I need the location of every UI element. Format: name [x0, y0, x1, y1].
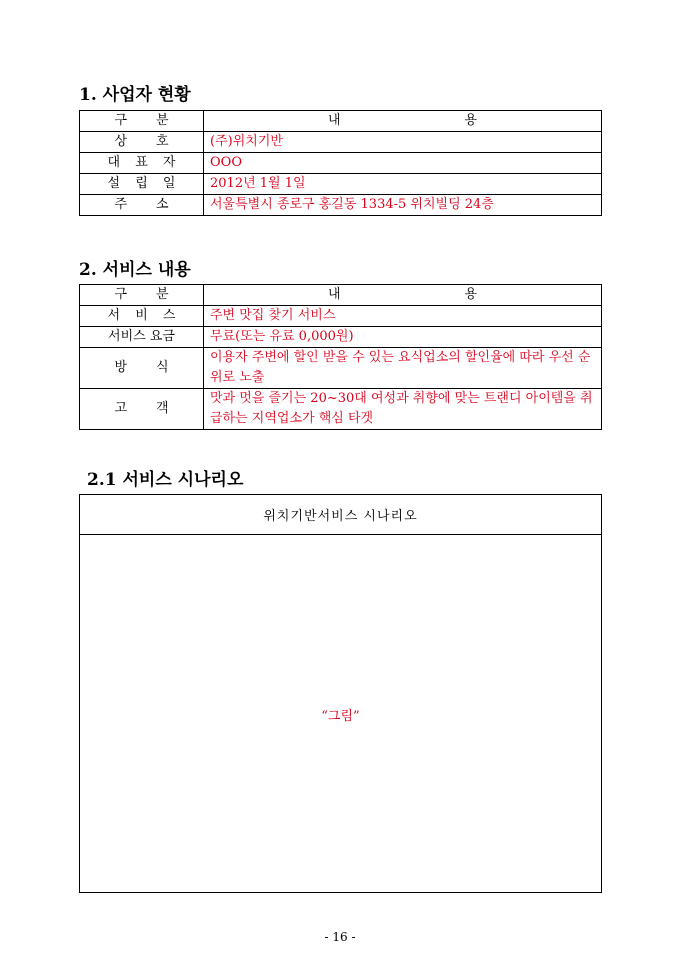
table-row: 주 소 서울특별시 종로구 홍길동 1334-5 위치빌딩 24층 [80, 195, 602, 216]
scenario-box [79, 494, 602, 893]
table-row: 대 표 자 OOO [80, 153, 602, 174]
service-fee-value: 무료(또는 유료 0,000원) [204, 327, 602, 348]
method-value: 이용자 주변에 할인 받을 수 있는 요식업소의 할인율에 따라 우선 순위로 노출 [204, 348, 602, 389]
customer-value: 맛과 멋을 즐기는 20~30대 여성과 취향에 맞는 트랜디 아이템을 취급하는 지역업소가 핵심 타겟 [204, 389, 602, 430]
section2-heading: 2. 서비스 내용 [79, 260, 191, 280]
founded-date-value: 2012년 1월 1일 [204, 174, 602, 195]
table-row: 설 립 일 2012년 1월 1일 [80, 174, 602, 195]
section1-heading: 1. 사업자 현황 [79, 85, 191, 105]
table-row: 서비스 요금 무료(또는 유료 0,000원) [80, 327, 602, 348]
table-header-row [80, 111, 602, 132]
section21-heading: 2.1 서비스 시나리오 [87, 470, 244, 490]
address-value: 서울특별시 종로구 홍길동 1334-5 위치빌딩 24층 [204, 195, 602, 216]
service-value: 주변 맛집 찾기 서비스 [204, 306, 602, 327]
business-status-table [79, 110, 602, 216]
table-row: 서 비 스 주변 맛집 찾기 서비스 [80, 306, 602, 327]
ceo-value: OOO [204, 153, 602, 174]
header-content-cell: 내 용 [204, 111, 602, 132]
header-label-cell: 구 분 [80, 111, 204, 132]
table-header-row: 구 분 내 용 [80, 285, 602, 306]
service-content-table [79, 284, 602, 430]
company-name-value: (주)위치기반 [204, 132, 602, 153]
table-row: 고 객 맛과 멋을 즐기는 20~30대 여성과 취향에 맞는 트랜디 아이템을 취급하는 지역업소가 핵심 타겟 [80, 389, 602, 430]
page-number: - 16 - [324, 930, 356, 944]
table-row: 상 호 (주)위치기반 [80, 132, 602, 153]
figure-placeholder: “그림” [321, 709, 360, 724]
table-row: 방 식 이용자 주변에 할인 받을 수 있는 요식업소의 할인율에 따라 우선 순위로 노출 [80, 348, 602, 389]
scenario-box-title: 위치기반서비스 시나리오 [80, 495, 601, 535]
